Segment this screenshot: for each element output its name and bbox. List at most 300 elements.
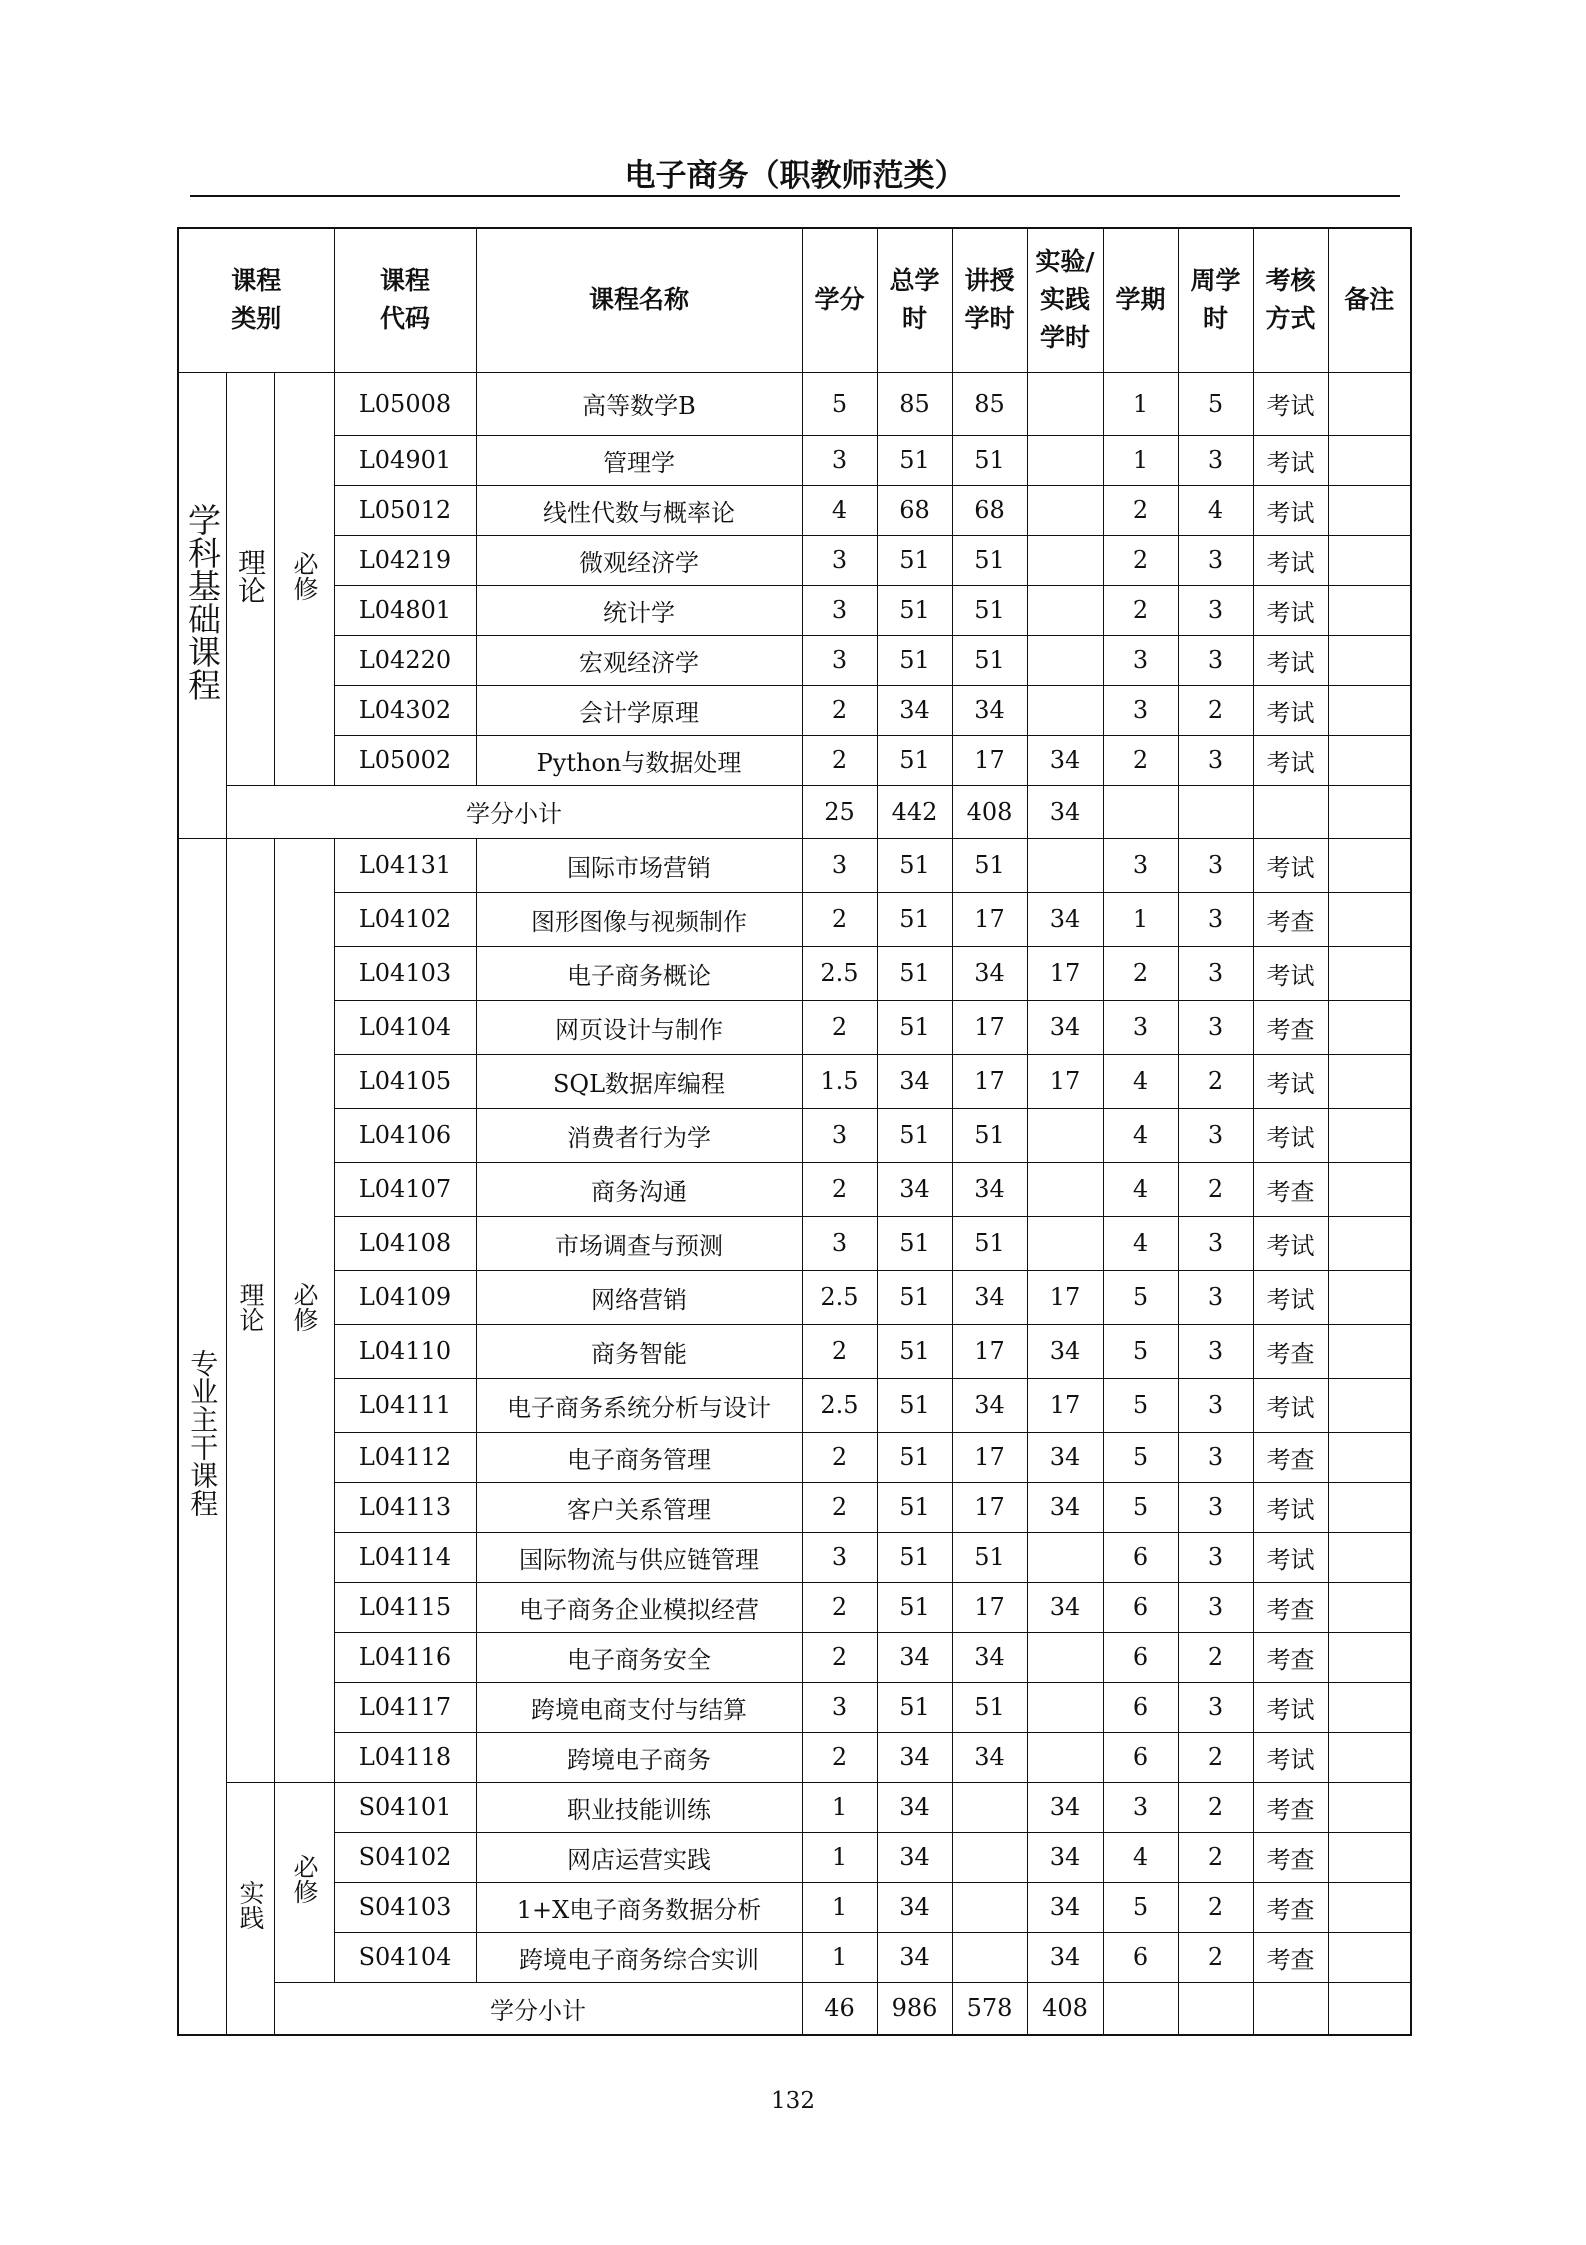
- practice-hours-cell: [1027, 1732, 1103, 1782]
- assessment-cell: 考查: [1253, 1432, 1328, 1482]
- assessment-cell: 考试: [1253, 735, 1328, 785]
- lecture-hours-cell: 51: [952, 435, 1027, 485]
- course-code: L04102: [334, 892, 476, 946]
- table-row: [178, 1932, 1411, 1982]
- lecture-hours-cell: 34: [952, 1632, 1027, 1682]
- course-name: 商务智能: [476, 1324, 802, 1378]
- credit-cell: 2: [802, 1162, 877, 1216]
- lecture-hours-cell: [952, 1782, 1027, 1832]
- weekly-hours-cell: 3: [1178, 838, 1253, 892]
- lecture-hours-cell: 85: [952, 372, 1027, 435]
- weekly-hours-cell: 3: [1178, 1270, 1253, 1324]
- remarks-cell: [1328, 685, 1411, 735]
- practice-hours-cell: [1027, 685, 1103, 735]
- lecture-hours-cell: 51: [952, 535, 1027, 585]
- practice-hours-cell: [1027, 535, 1103, 585]
- total-hours-cell: 51: [877, 535, 952, 585]
- course-code: L04103: [334, 946, 476, 1000]
- table-row: [178, 535, 1411, 585]
- course-name: 会计学原理: [476, 685, 802, 735]
- practice-hours-cell: 34: [1027, 1324, 1103, 1378]
- remarks-cell: [1328, 946, 1411, 1000]
- lecture-hours-cell: 34: [952, 1378, 1027, 1432]
- course-code: L04111: [334, 1378, 476, 1432]
- remarks-cell: [1328, 372, 1411, 435]
- semester-cell: 6: [1103, 1632, 1178, 1682]
- course-name: 电子商务安全: [476, 1632, 802, 1682]
- weekly-hours-cell: 5: [1178, 372, 1253, 435]
- course-name: 跨境电商支付与结算: [476, 1682, 802, 1732]
- remarks-cell: [1328, 535, 1411, 585]
- assessment-cell: 考查: [1253, 1632, 1328, 1682]
- total-hours-cell: 51: [877, 1270, 952, 1324]
- table-row: [178, 585, 1411, 635]
- course-code: L04104: [334, 1000, 476, 1054]
- subtotal-label: 学分小计: [226, 785, 802, 838]
- total-hours-cell: 68: [877, 485, 952, 535]
- lecture-hours-cell: [952, 1882, 1027, 1932]
- weekly-hours-cell: 3: [1178, 946, 1253, 1000]
- course-name: SQL数据库编程: [476, 1054, 802, 1108]
- course-name: 图形图像与视频制作: [476, 892, 802, 946]
- header-assessment: 考核方式: [1253, 228, 1328, 372]
- assessment-cell: 考查: [1253, 1162, 1328, 1216]
- course-name: 宏观经济学: [476, 635, 802, 685]
- weekly-hours-cell: [1178, 1982, 1253, 2035]
- weekly-hours-cell: 3: [1178, 1378, 1253, 1432]
- lecture-hours-cell: [952, 1932, 1027, 1982]
- header-credit: 学分: [802, 228, 877, 372]
- remarks-cell: [1328, 1482, 1411, 1532]
- remarks-cell: [1328, 435, 1411, 485]
- weekly-hours-cell: 2: [1178, 1732, 1253, 1782]
- remarks-cell: [1328, 1532, 1411, 1582]
- course-name: 职业技能训练: [476, 1782, 802, 1832]
- credit-cell: 4: [802, 485, 877, 535]
- credit-cell: 1.5: [802, 1054, 877, 1108]
- assessment-cell: 考查: [1253, 1782, 1328, 1832]
- total-hours-cell: 51: [877, 1582, 952, 1632]
- total-hours-cell: 51: [877, 838, 952, 892]
- weekly-hours-cell: 3: [1178, 1324, 1253, 1378]
- lecture-hours-cell: 34: [952, 1162, 1027, 1216]
- remarks-cell: [1328, 838, 1411, 892]
- credit-cell: 3: [802, 1532, 877, 1582]
- credit-cell: 5: [802, 372, 877, 435]
- course-code: L04220: [334, 635, 476, 685]
- table-row: [178, 1000, 1411, 1054]
- course-name: 统计学: [476, 585, 802, 635]
- total-hours-cell: 51: [877, 892, 952, 946]
- total-hours-cell: 51: [877, 1216, 952, 1270]
- total-hours-cell: 51: [877, 946, 952, 1000]
- credit-cell: 3: [802, 838, 877, 892]
- lecture-hours-cell: 34: [952, 1732, 1027, 1782]
- semester-cell: 2: [1103, 946, 1178, 1000]
- subtotal-total-hours: 986: [877, 1982, 952, 2035]
- practice-hours-cell: 17: [1027, 1378, 1103, 1432]
- total-hours-cell: 51: [877, 1482, 952, 1532]
- course-name: 微观经济学: [476, 535, 802, 585]
- practice-hours-cell: 34: [1027, 1882, 1103, 1932]
- course-name: 线性代数与概率论: [476, 485, 802, 535]
- assessment-cell: 考试: [1253, 838, 1328, 892]
- semester-cell: 6: [1103, 1932, 1178, 1982]
- total-hours-cell: 51: [877, 1378, 952, 1432]
- total-hours-cell: 85: [877, 372, 952, 435]
- course-code: S04104: [334, 1932, 476, 1982]
- practice-hours-cell: [1027, 485, 1103, 535]
- practice-hours-cell: 34: [1027, 1482, 1103, 1532]
- table-row: [178, 1216, 1411, 1270]
- assessment-cell: 考试: [1253, 535, 1328, 585]
- practice-hours-cell: [1027, 1162, 1103, 1216]
- remarks-cell: [1328, 735, 1411, 785]
- course-name: 管理学: [476, 435, 802, 485]
- weekly-hours-cell: 2: [1178, 1632, 1253, 1682]
- course-name: 客户关系管理: [476, 1482, 802, 1532]
- total-hours-cell: 34: [877, 1782, 952, 1832]
- requirement-cell: 必修: [274, 838, 334, 1782]
- table-row: [178, 1832, 1411, 1882]
- lecture-hours-cell: 17: [952, 1582, 1027, 1632]
- practice-hours-cell: [1027, 1216, 1103, 1270]
- course-code: L04219: [334, 535, 476, 585]
- lecture-hours-cell: 34: [952, 1270, 1027, 1324]
- lecture-hours-cell: 51: [952, 1532, 1027, 1582]
- lecture-hours-cell: 51: [952, 838, 1027, 892]
- credit-cell: 2: [802, 1632, 877, 1682]
- remarks-cell: [1328, 1582, 1411, 1632]
- credit-cell: 3: [802, 585, 877, 635]
- lecture-hours-cell: 17: [952, 1054, 1027, 1108]
- remarks-cell: [1328, 892, 1411, 946]
- header-lecture-hours: 讲授学时: [952, 228, 1027, 372]
- type-cell: 实践: [226, 1782, 274, 2035]
- remarks-cell: [1328, 1782, 1411, 1832]
- credit-cell: 2: [802, 1732, 877, 1782]
- total-hours-cell: 51: [877, 1108, 952, 1162]
- semester-cell: 2: [1103, 735, 1178, 785]
- assessment-cell: 考试: [1253, 1054, 1328, 1108]
- table-row: [178, 1482, 1411, 1532]
- course-code: L04112: [334, 1432, 476, 1482]
- header-code: 课程代码: [334, 228, 476, 372]
- course-code: L04115: [334, 1582, 476, 1632]
- subtotal-label: 学分小计: [274, 1982, 802, 2035]
- course-code: L04117: [334, 1682, 476, 1732]
- weekly-hours-cell: 2: [1178, 1932, 1253, 1982]
- weekly-hours-cell: 3: [1178, 1582, 1253, 1632]
- semester-cell: 5: [1103, 1378, 1178, 1432]
- course-name: 网店运营实践: [476, 1832, 802, 1882]
- table-row: [178, 1162, 1411, 1216]
- weekly-hours-cell: 3: [1178, 1682, 1253, 1732]
- remarks-cell: [1328, 1882, 1411, 1932]
- semester-cell: 3: [1103, 1782, 1178, 1832]
- weekly-hours-cell: 3: [1178, 1216, 1253, 1270]
- semester-cell: 2: [1103, 585, 1178, 635]
- course-code: L04105: [334, 1054, 476, 1108]
- table-row: [178, 372, 1411, 435]
- remarks-cell: [1328, 1216, 1411, 1270]
- total-hours-cell: 51: [877, 1000, 952, 1054]
- table-row: [178, 485, 1411, 535]
- semester-cell: [1103, 785, 1178, 838]
- assessment-cell: 考查: [1253, 892, 1328, 946]
- practice-hours-cell: 34: [1027, 735, 1103, 785]
- table-row: [178, 1432, 1411, 1482]
- practice-hours-cell: 34: [1027, 1782, 1103, 1832]
- remarks-cell: [1328, 1324, 1411, 1378]
- credit-cell: 3: [802, 535, 877, 585]
- assessment-cell: 考查: [1253, 1324, 1328, 1378]
- credit-cell: 2: [802, 892, 877, 946]
- lecture-hours-cell: 17: [952, 1482, 1027, 1532]
- lecture-hours-cell: 68: [952, 485, 1027, 535]
- practice-hours-cell: [1027, 1632, 1103, 1682]
- practice-hours-cell: [1027, 838, 1103, 892]
- practice-hours-cell: 34: [1027, 892, 1103, 946]
- category-cell: 学科基础课程: [178, 372, 226, 838]
- weekly-hours-cell: 3: [1178, 1482, 1253, 1532]
- weekly-hours-cell: 2: [1178, 685, 1253, 735]
- course-code: L05012: [334, 485, 476, 535]
- semester-cell: 3: [1103, 838, 1178, 892]
- semester-cell: 5: [1103, 1882, 1178, 1932]
- remarks-cell: [1328, 1982, 1411, 2035]
- lecture-hours-cell: 51: [952, 585, 1027, 635]
- header-practice-hours: 实验/实践学时: [1027, 228, 1103, 372]
- total-hours-cell: 34: [877, 685, 952, 735]
- semester-cell: 1: [1103, 892, 1178, 946]
- remarks-cell: [1328, 1054, 1411, 1108]
- weekly-hours-cell: 3: [1178, 735, 1253, 785]
- remarks-cell: [1328, 1832, 1411, 1882]
- lecture-hours-cell: 51: [952, 1216, 1027, 1270]
- total-hours-cell: 51: [877, 1532, 952, 1582]
- weekly-hours-cell: 3: [1178, 1000, 1253, 1054]
- assessment-cell: 考试: [1253, 435, 1328, 485]
- semester-cell: 2: [1103, 535, 1178, 585]
- course-name: 消费者行为学: [476, 1108, 802, 1162]
- practice-hours-cell: [1027, 585, 1103, 635]
- course-name: 市场调查与预测: [476, 1216, 802, 1270]
- practice-hours-cell: [1027, 435, 1103, 485]
- course-code: S04103: [334, 1882, 476, 1932]
- course-code: S04102: [334, 1832, 476, 1882]
- semester-cell: 3: [1103, 1000, 1178, 1054]
- semester-cell: 4: [1103, 1216, 1178, 1270]
- remarks-cell: [1328, 585, 1411, 635]
- lecture-hours-cell: 17: [952, 735, 1027, 785]
- course-name: 国际市场营销: [476, 838, 802, 892]
- assessment-cell: 考试: [1253, 372, 1328, 435]
- table-row: [178, 685, 1411, 735]
- course-code: L04110: [334, 1324, 476, 1378]
- lecture-hours-cell: [952, 1832, 1027, 1882]
- lecture-hours-cell: 51: [952, 635, 1027, 685]
- course-name: 国际物流与供应链管理: [476, 1532, 802, 1582]
- lecture-hours-cell: 17: [952, 1432, 1027, 1482]
- practice-hours-cell: 34: [1027, 1582, 1103, 1632]
- practice-hours-cell: [1027, 635, 1103, 685]
- total-hours-cell: 51: [877, 1324, 952, 1378]
- total-hours-cell: 34: [877, 1832, 952, 1882]
- credit-cell: 2: [802, 685, 877, 735]
- assessment-cell: 考试: [1253, 685, 1328, 735]
- weekly-hours-cell: 3: [1178, 1108, 1253, 1162]
- remarks-cell: [1328, 1270, 1411, 1324]
- assessment-cell: 考试: [1253, 1732, 1328, 1782]
- semester-cell: 4: [1103, 1054, 1178, 1108]
- total-hours-cell: 51: [877, 635, 952, 685]
- course-code: S04101: [334, 1782, 476, 1832]
- practice-hours-cell: [1027, 1108, 1103, 1162]
- total-hours-cell: 34: [877, 1882, 952, 1932]
- weekly-hours-cell: 3: [1178, 585, 1253, 635]
- semester-cell: 6: [1103, 1682, 1178, 1732]
- semester-cell: 6: [1103, 1582, 1178, 1632]
- lecture-hours-cell: 51: [952, 1682, 1027, 1732]
- course-code: L04801: [334, 585, 476, 635]
- total-hours-cell: 34: [877, 1054, 952, 1108]
- course-code: L04109: [334, 1270, 476, 1324]
- remarks-cell: [1328, 1162, 1411, 1216]
- course-name: 商务沟通: [476, 1162, 802, 1216]
- weekly-hours-cell: 2: [1178, 1832, 1253, 1882]
- table-row: [178, 1270, 1411, 1324]
- remarks-cell: [1328, 485, 1411, 535]
- semester-cell: 4: [1103, 1108, 1178, 1162]
- weekly-hours-cell: 3: [1178, 892, 1253, 946]
- assessment-cell: 考查: [1253, 1582, 1328, 1632]
- semester-cell: 1: [1103, 435, 1178, 485]
- table-row: [178, 1324, 1411, 1378]
- assessment-cell: 考试: [1253, 585, 1328, 635]
- remarks-cell: [1328, 1378, 1411, 1432]
- subtotal-practice-hours: 34: [1027, 785, 1103, 838]
- assessment-cell: 考试: [1253, 635, 1328, 685]
- remarks-cell: [1328, 1432, 1411, 1482]
- subtotal-credit: 46: [802, 1982, 877, 2035]
- weekly-hours-cell: 4: [1178, 485, 1253, 535]
- semester-cell: 5: [1103, 1324, 1178, 1378]
- course-name: 电子商务管理: [476, 1432, 802, 1482]
- assessment-cell: [1253, 785, 1328, 838]
- credit-cell: 2: [802, 1000, 877, 1054]
- assessment-cell: 考试: [1253, 946, 1328, 1000]
- practice-hours-cell: 34: [1027, 1000, 1103, 1054]
- course-code: L05002: [334, 735, 476, 785]
- credit-cell: 3: [802, 1682, 877, 1732]
- course-name: 电子商务概论: [476, 946, 802, 1000]
- course-code: L04106: [334, 1108, 476, 1162]
- assessment-cell: 考试: [1253, 1482, 1328, 1532]
- credit-cell: 1: [802, 1882, 877, 1932]
- requirement-cell: 必修: [274, 1782, 334, 1982]
- semester-cell: 5: [1103, 1482, 1178, 1532]
- table-row: [178, 1632, 1411, 1682]
- table-row: [178, 635, 1411, 685]
- assessment-cell: 考查: [1253, 1832, 1328, 1882]
- remarks-cell: [1328, 1000, 1411, 1054]
- semester-cell: 1: [1103, 372, 1178, 435]
- remarks-cell: [1328, 785, 1411, 838]
- header-row: [178, 228, 1411, 372]
- lecture-hours-cell: 51: [952, 1108, 1027, 1162]
- assessment-cell: 考试: [1253, 1216, 1328, 1270]
- practice-hours-cell: 17: [1027, 1054, 1103, 1108]
- total-hours-cell: 51: [877, 585, 952, 635]
- remarks-cell: [1328, 1108, 1411, 1162]
- credit-cell: 1: [802, 1782, 877, 1832]
- remarks-cell: [1328, 1632, 1411, 1682]
- table-row: [178, 1378, 1411, 1432]
- table-row: [178, 1882, 1411, 1932]
- semester-cell: 5: [1103, 1270, 1178, 1324]
- assessment-cell: 考试: [1253, 1378, 1328, 1432]
- semester-cell: 2: [1103, 485, 1178, 535]
- semester-cell: 3: [1103, 685, 1178, 735]
- course-name: 电子商务企业模拟经营: [476, 1582, 802, 1632]
- subtotal-row: [178, 785, 1411, 838]
- course-name: 高等数学B: [476, 372, 802, 435]
- course-code: L04302: [334, 685, 476, 735]
- subtotal-lecture-hours: 408: [952, 785, 1027, 838]
- total-hours-cell: 34: [877, 1932, 952, 1982]
- page-number: 132: [771, 2088, 815, 2114]
- practice-hours-cell: [1027, 1682, 1103, 1732]
- semester-cell: 3: [1103, 635, 1178, 685]
- course-code: L04901: [334, 435, 476, 485]
- document-title: 电子商务（职教师范类）: [624, 158, 966, 194]
- credit-cell: 3: [802, 1216, 877, 1270]
- course-code: L04108: [334, 1216, 476, 1270]
- lecture-hours-cell: 17: [952, 1324, 1027, 1378]
- table-row: [178, 892, 1411, 946]
- total-hours-cell: 51: [877, 1432, 952, 1482]
- requirement-cell: 必修: [274, 372, 334, 785]
- credit-cell: 2.5: [802, 1378, 877, 1432]
- credit-cell: 2: [802, 735, 877, 785]
- course-name: 电子商务系统分析与设计: [476, 1378, 802, 1432]
- remarks-cell: [1328, 1682, 1411, 1732]
- credit-cell: 2: [802, 1582, 877, 1632]
- subtotal-credit: 25: [802, 785, 877, 838]
- weekly-hours-cell: 3: [1178, 1432, 1253, 1482]
- remarks-cell: [1328, 1732, 1411, 1782]
- weekly-hours-cell: 3: [1178, 635, 1253, 685]
- header-weekly-hours: 周学时: [1178, 228, 1253, 372]
- total-hours-cell: 34: [877, 1162, 952, 1216]
- semester-cell: 4: [1103, 1832, 1178, 1882]
- weekly-hours-cell: 3: [1178, 435, 1253, 485]
- title-rule: [190, 195, 1400, 197]
- table-row: [178, 1782, 1411, 1832]
- semester-cell: 6: [1103, 1532, 1178, 1582]
- course-code: L04118: [334, 1732, 476, 1782]
- course-code: L05008: [334, 372, 476, 435]
- course-name: 跨境电子商务: [476, 1732, 802, 1782]
- weekly-hours-cell: 2: [1178, 1054, 1253, 1108]
- practice-hours-cell: 17: [1027, 946, 1103, 1000]
- assessment-cell: 考查: [1253, 1882, 1328, 1932]
- table-row: [178, 735, 1411, 785]
- assessment-cell: 考试: [1253, 1682, 1328, 1732]
- header-total-hours: 总学时: [877, 228, 952, 372]
- practice-hours-cell: [1027, 1532, 1103, 1582]
